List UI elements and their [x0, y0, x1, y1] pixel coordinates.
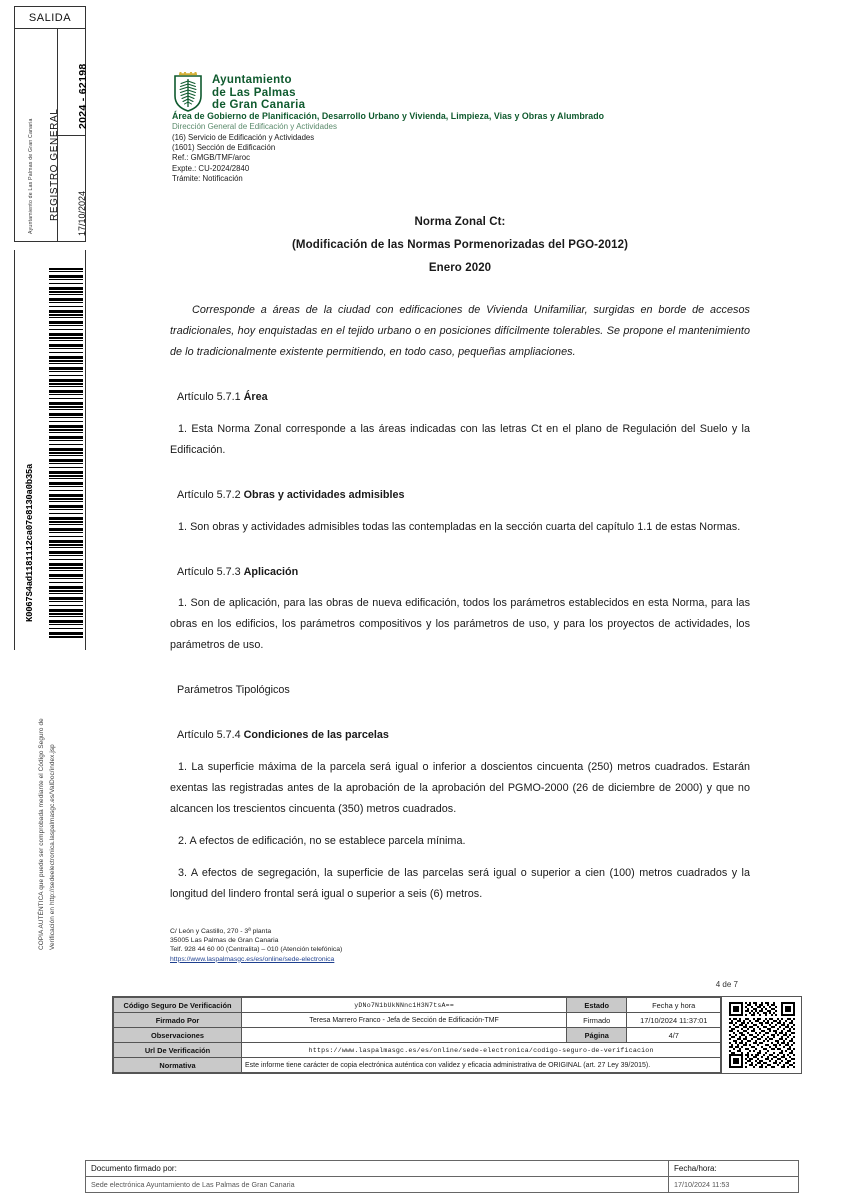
qr-code-icon[interactable] [729, 1002, 795, 1068]
status-value: Firmado [567, 1013, 627, 1028]
org-line-2: de Las Palmas [212, 86, 296, 99]
table-row [114, 1028, 721, 1043]
reference-block [172, 133, 314, 184]
stamp-register-date: 17/10/2024 [77, 190, 88, 236]
contact-website-link[interactable]: https://www.laspalmasgc.es/es/online/sede-electronica [170, 955, 335, 963]
page-label: Página [567, 1028, 627, 1043]
barcode-block [14, 250, 86, 650]
stamp-number-cell [58, 29, 90, 136]
section-line: (1601) Sección de Edificación [172, 143, 276, 153]
article-5-7-1 [170, 387, 750, 461]
signature-datetime-header: Fecha/hora: [668, 1161, 798, 1176]
article-5-7-4-number: Artículo 5.7.4 [177, 729, 244, 742]
verification-panel [112, 996, 802, 1074]
document-title-subtitle: (Modificación de las Normas Pormenorizadas del PGO-2012) [292, 239, 628, 251]
service-line: (16) Servicio de Edificación y Actividades [172, 133, 315, 142]
article-5-7-2-paragraph-1: 1. Son obras y actividades admisibles todas las contempladas en la sección cuarta del capítulo 1.1 de estas Normas. [178, 520, 741, 533]
reference-line: Ref.: GMGB/TMF/aroc [172, 153, 250, 163]
article-5-7-3-number: Artículo 5.7.3 [177, 565, 244, 578]
signature-bar [85, 1160, 799, 1193]
intro-paragraph: Corresponde a áreas de la ciudad con edificaciones de Vivienda Unifamiliar, surgidas en borde de accesos tradicionales, hoy enquistadas en el tejido urbano o en posiciones difícilmente tolerables. Se propone el mantenimiento de lo tradicionalmente existente permitiendo, en todo caso, pequeñas ampliaciones. [170, 304, 750, 358]
article-5-7-1-number: Artículo 5.7.1 [177, 391, 244, 403]
verification-table [113, 997, 721, 1073]
organization-name [212, 74, 305, 112]
department-area: Área de Gobierno de Planificación, Desarrollo Urbano y Vivienda, Limpieza, Vias y Obras y Alumbrado [172, 111, 605, 121]
observations-value [242, 1028, 567, 1043]
normativa-value: Este informe tiene carácter de copia electrónica auténtica con validez y eficacia administrativa de ORIGINAL (art. 27 Ley 39/2015). [242, 1058, 721, 1073]
letterhead [170, 64, 750, 184]
page-value: 4/7 [627, 1028, 721, 1043]
stamp-right-column [58, 29, 90, 242]
section-heading-parametros: Parámetros Tipológicos [177, 684, 290, 697]
copia-autentica-line-2: Verificación en http://sedeelectronica.laspalmasgc.es/ValDoc/index.jsp [49, 744, 56, 950]
contact-phone: Telf. 928 44 60 00 (Centralita) – 010 (Atención telefónica) [170, 946, 343, 954]
table-row [114, 1058, 721, 1073]
procedure-line: Trámite: Notificación [172, 173, 243, 183]
barcode-label: K0067S4ad1181112ca07e8130a0b35a [25, 463, 35, 622]
article-5-7-3-heading [170, 562, 750, 583]
datetime-label: Fecha y hora [627, 998, 721, 1013]
article-5-7-3 [170, 562, 750, 657]
page-number: 4 de 7 [715, 979, 738, 989]
org-line-1: Ayuntamiento [212, 74, 292, 86]
document-title-date: Enero 2020 [428, 262, 492, 274]
signed-by-value: Teresa Marrero Franco - Jefa de Sección de Edificación-TMF [242, 1013, 567, 1028]
table-row [114, 998, 721, 1013]
coat-of-arms-icon [173, 72, 203, 112]
article-5-7-4-heading [170, 725, 750, 746]
org-line-3: de Gran Canaria [212, 99, 306, 111]
stamp-entity-name: Ayuntamiento de Las Palmas de Gran Canaria [28, 118, 34, 234]
registry-stamp [14, 6, 90, 242]
qr-code-cell [721, 997, 801, 1073]
article-5-7-2-number: Artículo 5.7.2 [177, 488, 244, 501]
article-5-7-3-paragraph-1: 1. Son de aplicación, para las obras de nueva edificación, todos los parámetros establecidos en esta Norma, para las obras en los edificios, los parámetros compositivos y los parámetros de uso, y para los proyectos de actividades, los parámetros de uso. [170, 597, 750, 652]
document-content [170, 64, 750, 989]
stamp-body [15, 29, 90, 242]
article-5-7-4-title: Condiciones de las parcelas [243, 729, 389, 742]
table-row [114, 1043, 721, 1058]
observations-label: Observaciones [114, 1028, 242, 1043]
department-general-direction: Dirección General de Edificación y Actividades [172, 122, 337, 131]
barcode-image [49, 268, 83, 638]
table-row [114, 1013, 721, 1028]
signature-datetime-value: 17/10/2024 11:53 [668, 1177, 798, 1192]
article-5-7-4-paragraph-3: 3. A efectos de segregación, la superficie de las parcelas será igual o superior a cien (100) metros cuadrados y la longitud del lindero frontal será igual o superior a seis (6) metros. [170, 866, 750, 900]
csv-label: Código Seguro De Verificación [114, 998, 242, 1013]
article-5-7-2-heading [170, 485, 750, 506]
article-5-7-1-heading [170, 387, 750, 408]
verification-url-label: Url De Verificación [114, 1043, 242, 1058]
copia-autentica-notice [36, 718, 58, 950]
stamp-date-cell [58, 136, 88, 242]
datetime-value: 17/10/2024 11:37:01 [627, 1013, 721, 1028]
article-5-7-2-title: Obras y actividades admisibles [243, 488, 405, 501]
contact-address: C/ León y Castillo, 270 - 3ª planta [170, 927, 272, 935]
verification-url-value[interactable]: https://www.laspalmasgc.es/es/online/sede-electronica/codigo-seguro-de-verificacion [242, 1043, 721, 1058]
csv-value: yDNo7N1bUkNNnc1H3N7tsA== [242, 998, 567, 1013]
signed-by-entity: Sede electrónica Ayuntamiento de Las Palmas de Gran Canaria [91, 1180, 295, 1189]
expedient-line: Expte.: CU-2024/2840 [172, 163, 250, 173]
article-5-7-1-paragraph-1: 1. Esta Norma Zonal corresponde a las áreas indicadas con las letras Ct en el plano de Regulación del Suelo y la Edificación. [170, 422, 750, 456]
document-title-main: Norma Zonal Ct: [414, 216, 506, 228]
stamp-left-column [15, 29, 58, 242]
stamp-register-number: 2024 - 62198 [77, 63, 90, 129]
copia-autentica-line-1: COPIA AUTÉNTICA que puede ser comprobada mediante el Código Seguro de [38, 718, 45, 950]
article-5-7-2 [170, 485, 750, 538]
signature-value-row [86, 1177, 798, 1192]
article-5-7-1-title: Área [243, 391, 268, 403]
signature-header-row [86, 1161, 798, 1177]
signed-by-label: Firmado Por [114, 1013, 242, 1028]
status-label: Estado [567, 998, 627, 1013]
contact-city: 35005 Las Palmas de Gran Canaria [170, 937, 279, 945]
article-5-7-4-paragraph-1: 1. La superficie máxima de la parcela será igual o inferior a doscientos cincuenta (250) metros cuadrados. Estarán exentas las registradas antes de la aprobación de la aprobación del PGMO-2000 (26 de diciembre de 2000) y que no alcancen los trescientos cincuenta (350) metros cuadrados. [170, 761, 750, 816]
article-5-7-4-paragraph-2: 2. A efectos de edificación, no se establece parcela mínima. [178, 834, 466, 847]
article-5-7-4 [170, 725, 750, 904]
contact-footer [170, 927, 750, 964]
stamp-title: SALIDA [15, 7, 85, 29]
article-5-7-3-title: Aplicación [243, 565, 299, 578]
signed-by-header: Documento firmado por: [91, 1164, 177, 1173]
stamp-register-label: REGISTRO GENERAL [49, 108, 60, 221]
normativa-label: Normativa [114, 1058, 242, 1073]
